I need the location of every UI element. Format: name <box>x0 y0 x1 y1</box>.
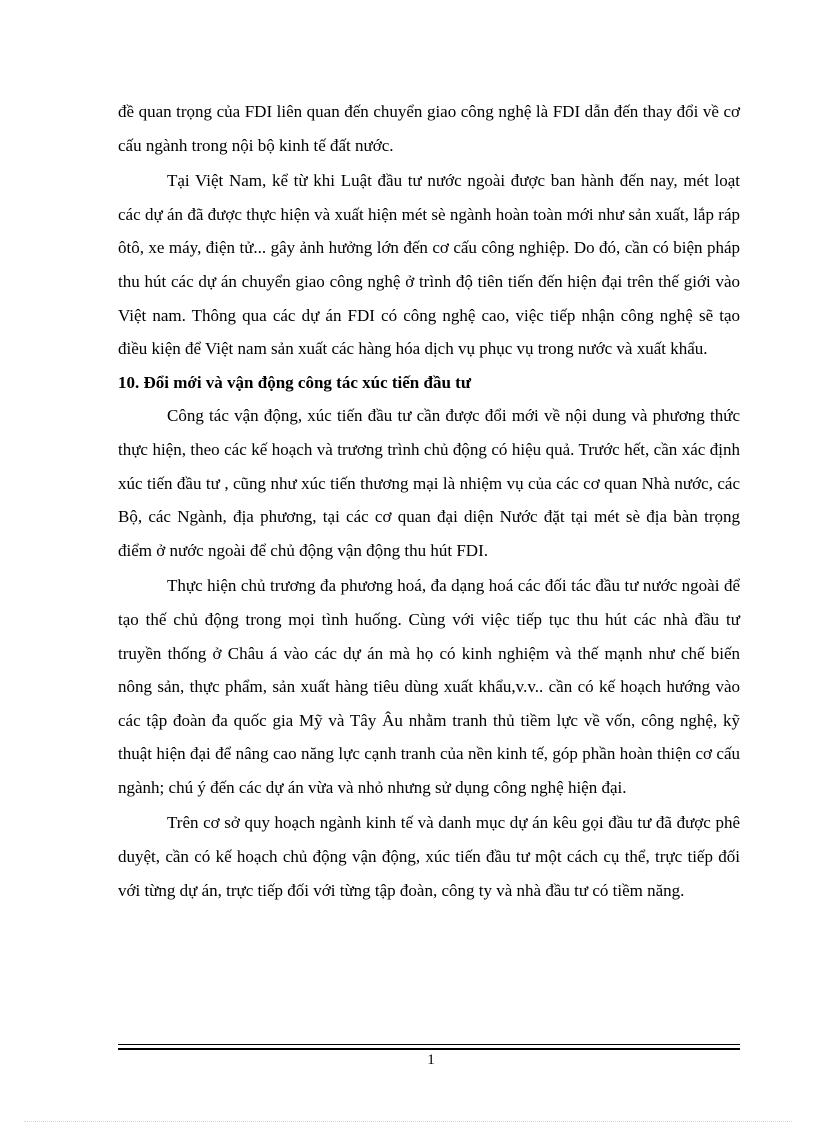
paragraph-promotion: Công tác vận động, xúc tiến đầu tư cần được đổi mới về nội dung và phương thức thực hiện, theo các kế hoạch và trương trình chủ động có hiệu quả. Trước hết, cần xác định xúc tiến đầu tư , cũng như xúc tiến thương mại là nhiệm vụ của các cơ quan Nhà nước, các Bộ, các Ngành, địa phương, tại các cơ quan đại diện Nước đặt tại mét sè địa bàn trọng điểm ở nước ngoài để chủ động vận động thu hút FDI. <box>118 406 740 560</box>
paragraph-continuation: đề quan trọng của FDI liên quan đến chuyển giao công nghệ là FDI dẫn đến thay đổi về cơ cấu ngành trong nội bộ kinh tế đất nước. <box>118 102 740 155</box>
page-number: 1 <box>427 1052 435 1068</box>
page-bottom-border <box>24 1121 792 1122</box>
body-text <box>118 95 740 907</box>
paragraph-diversification: Thực hiện chủ trương đa phương hoá, đa dạng hoá các đối tác đầu tư nước ngoài để tạo thế chủ động trong mọi tình huống. Cùng với việc tiếp tục thu hút các nhà đầu tư truyền thống ở Châu á vào các dự án mà họ có kinh nghiệm và thế mạnh như chế biến nông sản, thực phẩm, sản xuất hàng tiêu dùng xuất khẩu,v.v.. cần có kế hoạch hướng vào các tập đoàn đa quốc gia Mỹ và Tây Âu nhằm tranh thủ tiềm lực về vốn, công nghệ, kỹ thuật hiện đại để nâng cao năng lực cạnh tranh của nền kinh tế, góp phần hoàn thiện cơ cấu ngành; chú ý đến các dự án vừa và nhỏ nhưng sử dụng công nghệ hiện đại. <box>118 576 740 797</box>
paragraph-vietnam-fdi: Tại Việt Nam, kể từ khi Luật đầu tư nước ngoài được ban hành đến nay, mét loạt các dự án đã được thực hiện và xuất hiện mét sè ngành hoàn toàn mới như sản xuất, lắp ráp ôtô, xe máy, điện tử... gây ảnh hưởng lớn đến cơ cấu công nghiệp. Do đó, cần có biện pháp thu hút các dự án chuyển giao công nghệ ở trình độ tiên tiến đến hiện đại trên thế giới vào Việt nam. Thông qua các dự án FDI có công nghệ cao, việc tiếp nhận công nghệ sẽ tạo điều kiện để Việt nam sản xuất các hàng hóa dịch vụ phục vụ trong nước và xuất khẩu. <box>118 171 740 359</box>
paragraph-planning: Trên cơ sở quy hoạch ngành kinh tế và danh mục dự án kêu gọi đầu tư đã được phê duyệt, cần có kế hoạch chủ động vận động, xúc tiến đầu tư một cách cụ thể, trực tiếp đối với từng dự án, trực tiếp đối với từng tập đoàn, công ty và nhà đầu tư có tiềm năng. <box>118 813 740 900</box>
footer-rule-thin <box>118 1044 740 1045</box>
section-heading: 10. Đổi mới và vận động công tác xúc tiến đầu tư <box>118 372 472 392</box>
